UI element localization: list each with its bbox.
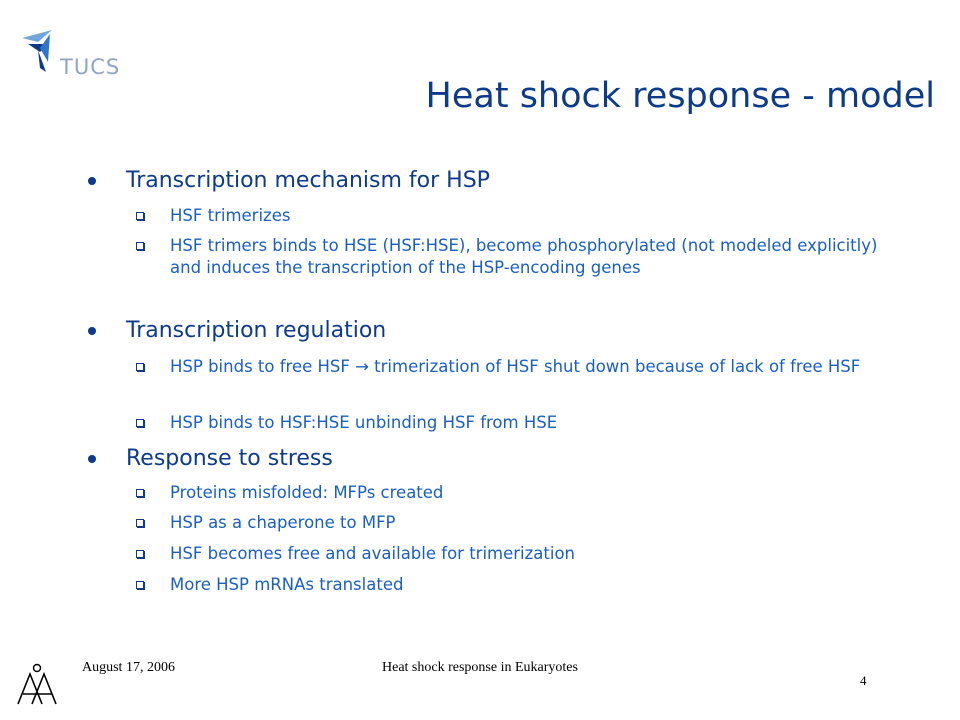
- bullet-heading: [126, 168, 490, 193]
- sub-bullet: [170, 482, 890, 504]
- bullet-dot-icon: [88, 455, 96, 463]
- bullet-dot-icon: [88, 327, 96, 335]
- page-number: 4: [860, 673, 867, 688]
- slide-title: Heat shock response - model: [425, 76, 935, 116]
- square-bullet-icon: [136, 550, 144, 558]
- square-bullet-icon: [136, 489, 144, 497]
- footer-date: August 17, 2006: [82, 660, 175, 675]
- bullet-heading: [126, 446, 333, 471]
- sub-bullet-text: Proteins misfolded: MFPs created: [170, 483, 444, 502]
- bullet-heading-text: Transcription mechanism for HSP: [126, 168, 490, 193]
- bullet-heading-text: Transcription regulation: [126, 318, 387, 343]
- sub-bullet: [170, 574, 890, 596]
- sub-bullet-text: HSF trimers binds to HSE (HSF:HSE), become phosphorylated (not modeled explicitly) and induces the transcription of the HSP-encoding genes: [170, 236, 878, 277]
- sub-bullet-text: HSF becomes free and available for trimerization: [170, 544, 575, 563]
- footer-title: Heat shock response in Eukaryotes: [382, 660, 578, 675]
- academy-emblem-icon: [14, 662, 64, 706]
- sub-bullet: [170, 235, 890, 279]
- sub-bullet: [170, 356, 890, 378]
- sub-bullet: [170, 412, 890, 434]
- bullet-heading: [126, 318, 386, 343]
- sub-bullet-text: More HSP mRNAs translated: [170, 575, 404, 594]
- sub-bullet: [170, 205, 890, 227]
- square-bullet-icon: [136, 242, 144, 250]
- square-bullet-icon: [136, 419, 144, 427]
- square-bullet-icon: [136, 581, 144, 589]
- bullet-dot-icon: [88, 177, 96, 185]
- sub-bullet-text: HSF trimerizes: [170, 206, 291, 225]
- bullet-heading-text: Response to stress: [126, 446, 333, 471]
- sub-bullet-text: HSP binds to free HSF → trimerization of HSF shut down because of lack of free HSF: [170, 357, 861, 376]
- sub-bullet: [170, 512, 890, 534]
- square-bullet-icon: [136, 212, 144, 220]
- sub-bullet: [170, 543, 890, 565]
- logo-text: TUCS: [60, 55, 121, 79]
- sub-bullet-text: HSP binds to HSF:HSE unbinding HSF from HSE: [170, 413, 558, 432]
- square-bullet-icon: [136, 363, 144, 371]
- square-bullet-icon: [136, 519, 144, 527]
- sub-bullet-text: HSP as a chaperone to MFP: [170, 513, 396, 532]
